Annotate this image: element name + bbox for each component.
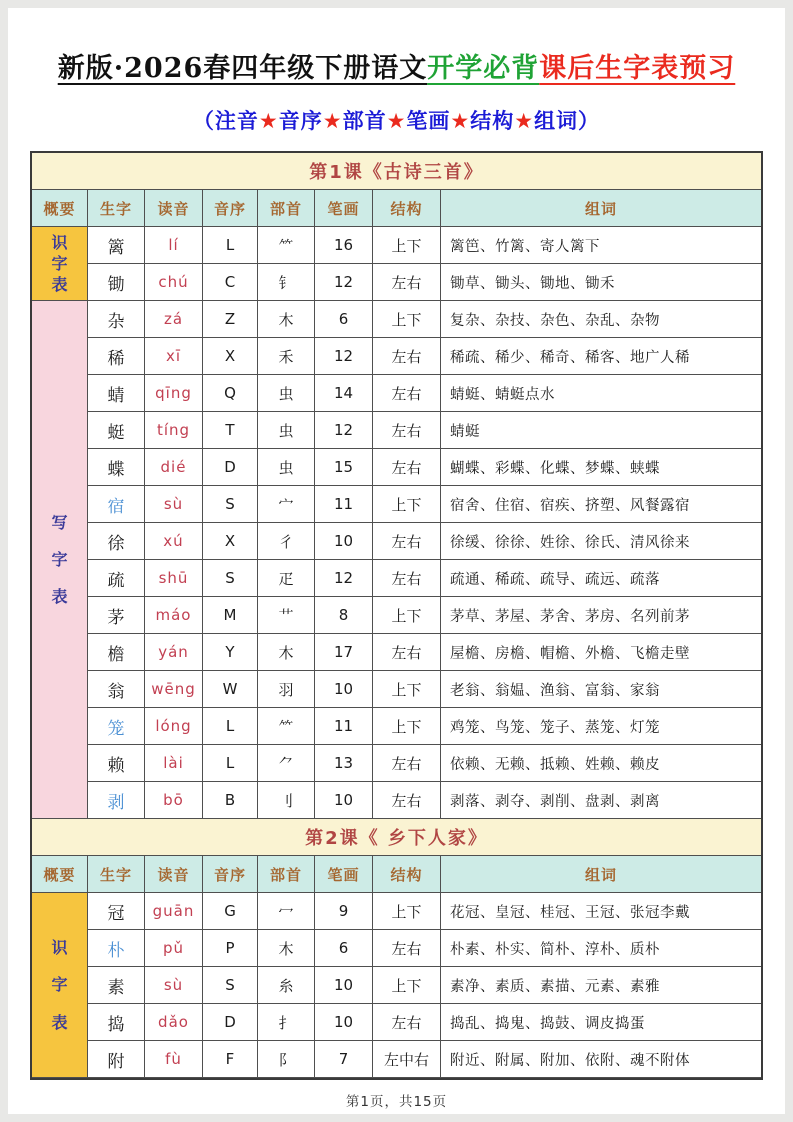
column-header-6: 笔画	[315, 190, 373, 227]
structure-cell: 左中右	[373, 1041, 441, 1078]
subtitle-part-10: 组词）	[534, 109, 601, 133]
strokes-cell: 10	[315, 782, 373, 819]
words-cell: 复杂、杂技、杂色、杂乱、杂物	[441, 301, 761, 338]
title-part-1: 开学必背	[427, 53, 540, 84]
title-part-2: 课后生字表预习	[539, 53, 736, 84]
structure-cell: 左右	[373, 634, 441, 671]
column-header-1: 概要	[32, 856, 88, 893]
words-cell: 疏通、稀疏、疏导、疏远、疏落	[441, 560, 761, 597]
group-label-cell	[32, 227, 88, 301]
words-cell: 朴素、朴实、简朴、淳朴、质朴	[441, 930, 761, 967]
char-cell: 徐	[88, 523, 145, 560]
initial-cell: C	[203, 264, 258, 301]
strokes-cell: 8	[315, 597, 373, 634]
strokes-cell: 11	[315, 708, 373, 745]
words-cell: 蝴蝶、彩蝶、化蝶、梦蝶、蛱蝶	[441, 449, 761, 486]
pinyin-cell: dǎo	[145, 1004, 203, 1041]
words-cell: 捣乱、捣鬼、捣鼓、调皮捣蛋	[441, 1004, 761, 1041]
strokes-cell: 14	[315, 375, 373, 412]
group-label-cell	[32, 301, 88, 819]
char-cell: 捣	[88, 1004, 145, 1041]
group-label-char: 表	[51, 275, 68, 295]
words-cell: 花冠、皇冠、桂冠、王冠、张冠李戴	[441, 893, 761, 930]
structure-cell: 左右	[373, 930, 441, 967]
structure-cell: 左右	[373, 782, 441, 819]
initial-cell: L	[203, 745, 258, 782]
pinyin-cell: wēng	[145, 671, 203, 708]
pinyin-cell: lóng	[145, 708, 203, 745]
title-part-0: 新版·2026春四年级下册语文	[57, 53, 428, 84]
radical-cell: 扌	[258, 1004, 315, 1041]
strokes-cell: 11	[315, 486, 373, 523]
initial-cell: T	[203, 412, 258, 449]
structure-cell: 左右	[373, 338, 441, 375]
structure-cell: 上下	[373, 597, 441, 634]
strokes-cell: 9	[315, 893, 373, 930]
char-cell: 疏	[88, 560, 145, 597]
group-label-char: 识	[51, 938, 68, 958]
words-cell: 鸡笼、鸟笼、笼子、蒸笼、灯笼	[441, 708, 761, 745]
pinyin-cell: máo	[145, 597, 203, 634]
column-header-1: 概要	[32, 190, 88, 227]
pinyin-cell: yán	[145, 634, 203, 671]
words-cell: 宿舍、住宿、宿疾、挤塑、风餐露宿	[441, 486, 761, 523]
structure-cell: 左右	[373, 560, 441, 597]
star-icon: ★	[514, 109, 535, 133]
strokes-cell: 7	[315, 1041, 373, 1078]
char-cell: 茅	[88, 597, 145, 634]
pinyin-cell: qīng	[145, 375, 203, 412]
pinyin-cell: xī	[145, 338, 203, 375]
group-label-char: 字	[51, 975, 68, 995]
words-cell: 篱笆、竹篱、寄人篱下	[441, 227, 761, 264]
strokes-cell: 17	[315, 634, 373, 671]
char-cell: 剥	[88, 782, 145, 819]
structure-cell: 上下	[373, 671, 441, 708]
initial-cell: D	[203, 1004, 258, 1041]
column-header-8: 组词	[441, 190, 761, 227]
words-cell: 剥落、剥夺、剥削、盘剥、剥离	[441, 782, 761, 819]
structure-cell: 左右	[373, 449, 441, 486]
initial-cell: X	[203, 523, 258, 560]
pinyin-cell: shū	[145, 560, 203, 597]
structure-cell: 上下	[373, 227, 441, 264]
column-header-2: 生字	[88, 856, 145, 893]
subtitle-part-4: 部首	[342, 109, 387, 133]
group-label-char: 表	[51, 1012, 68, 1032]
radical-cell: 木	[258, 634, 315, 671]
radical-cell: 艹	[258, 597, 315, 634]
group-label-char: 识	[51, 232, 68, 252]
char-cell: 素	[88, 967, 145, 1004]
initial-cell: F	[203, 1041, 258, 1078]
char-cell: 杂	[88, 301, 145, 338]
structure-cell: 左右	[373, 412, 441, 449]
pinyin-cell: dié	[145, 449, 203, 486]
radical-cell: 刂	[258, 782, 315, 819]
subtitle-part-8: 结构	[470, 109, 515, 133]
char-cell: 朴	[88, 930, 145, 967]
words-cell: 锄草、锄头、锄地、锄禾	[441, 264, 761, 301]
pinyin-cell: fù	[145, 1041, 203, 1078]
strokes-cell: 10	[315, 1004, 373, 1041]
pinyin-cell: bō	[145, 782, 203, 819]
group-label-char: 字	[51, 549, 68, 569]
char-cell: 笼	[88, 708, 145, 745]
section-band-2: 第2课《 乡下人家》	[32, 819, 761, 856]
group-label-char: 写	[51, 512, 68, 532]
structure-cell: 左右	[373, 375, 441, 412]
strokes-cell: 12	[315, 412, 373, 449]
group-label-char: 字	[51, 253, 68, 273]
radical-cell: ⺮	[258, 227, 315, 264]
char-cell: 赖	[88, 745, 145, 782]
structure-cell: 左右	[373, 745, 441, 782]
initial-cell: Z	[203, 301, 258, 338]
radical-cell: 虫	[258, 412, 315, 449]
char-cell: 附	[88, 1041, 145, 1078]
structure-cell: 上下	[373, 486, 441, 523]
structure-cell: 左右	[373, 523, 441, 560]
initial-cell: X	[203, 338, 258, 375]
initial-cell: Y	[203, 634, 258, 671]
strokes-cell: 10	[315, 523, 373, 560]
radical-cell: 虫	[258, 375, 315, 412]
pinyin-cell: pǔ	[145, 930, 203, 967]
column-header-8: 组词	[441, 856, 761, 893]
column-header-4: 音序	[203, 856, 258, 893]
char-cell: 檐	[88, 634, 145, 671]
column-header-6: 笔画	[315, 856, 373, 893]
initial-cell: L	[203, 227, 258, 264]
structure-cell: 上下	[373, 301, 441, 338]
pinyin-cell: chú	[145, 264, 203, 301]
section-band-1: 第1课《古诗三首》	[32, 153, 761, 190]
radical-cell: 糸	[258, 967, 315, 1004]
structure-cell: 左右	[373, 264, 441, 301]
initial-cell: S	[203, 560, 258, 597]
strokes-cell: 13	[315, 745, 373, 782]
group-label-cell	[32, 893, 88, 1078]
radical-cell: 木	[258, 930, 315, 967]
column-header-3: 读音	[145, 190, 203, 227]
radical-cell: 木	[258, 301, 315, 338]
radical-cell: 羽	[258, 671, 315, 708]
words-cell: 屋檐、房檐、帽檐、外檐、飞檐走壁	[441, 634, 761, 671]
column-header-5: 部首	[258, 190, 315, 227]
worksheet-page	[8, 8, 785, 1114]
strokes-cell: 12	[315, 338, 373, 375]
radical-cell: 彳	[258, 523, 315, 560]
star-icon: ★	[258, 109, 279, 133]
pinyin-cell: lài	[145, 745, 203, 782]
radical-cell: 禾	[258, 338, 315, 375]
char-cell: 稀	[88, 338, 145, 375]
column-header-4: 音序	[203, 190, 258, 227]
words-cell: 徐缓、徐徐、姓徐、徐氏、清风徐来	[441, 523, 761, 560]
initial-cell: Q	[203, 375, 258, 412]
initial-cell: G	[203, 893, 258, 930]
strokes-cell: 12	[315, 560, 373, 597]
worksheet-table	[30, 151, 763, 1080]
strokes-cell: 12	[315, 264, 373, 301]
initial-cell: D	[203, 449, 258, 486]
strokes-cell: 6	[315, 930, 373, 967]
char-cell: 锄	[88, 264, 145, 301]
words-cell: 附近、附属、附加、依附、魂不附体	[441, 1041, 761, 1078]
char-cell: 冠	[88, 893, 145, 930]
radical-cell: ⺮	[258, 708, 315, 745]
char-cell: 篱	[88, 227, 145, 264]
strokes-cell: 15	[315, 449, 373, 486]
words-cell: 稀疏、稀少、稀奇、稀客、地广人稀	[441, 338, 761, 375]
pinyin-cell: lí	[145, 227, 203, 264]
structure-cell: 上下	[373, 893, 441, 930]
star-icon: ★	[450, 109, 471, 133]
strokes-cell: 16	[315, 227, 373, 264]
radical-cell: 虫	[258, 449, 315, 486]
radical-cell: 阝	[258, 1041, 315, 1078]
pinyin-cell: sù	[145, 967, 203, 1004]
char-cell: 蜓	[88, 412, 145, 449]
column-header-7: 结构	[373, 856, 441, 893]
pinyin-cell: sù	[145, 486, 203, 523]
words-cell: 老翁、翁媪、渔翁、富翁、家翁	[441, 671, 761, 708]
page-title	[8, 46, 785, 85]
words-cell: 蜻蜓	[441, 412, 761, 449]
radical-cell: ⺈	[258, 745, 315, 782]
pinyin-cell: xú	[145, 523, 203, 560]
subtitle-part-2: 音序	[278, 109, 323, 133]
initial-cell: S	[203, 967, 258, 1004]
star-icon: ★	[386, 109, 407, 133]
column-header-5: 部首	[258, 856, 315, 893]
char-cell: 翁	[88, 671, 145, 708]
column-header-3: 读音	[145, 856, 203, 893]
char-cell: 宿	[88, 486, 145, 523]
initial-cell: M	[203, 597, 258, 634]
star-icon: ★	[322, 109, 343, 133]
strokes-cell: 10	[315, 967, 373, 1004]
page-footer: 第1页，共15页	[345, 1094, 448, 1110]
pinyin-cell: guān	[145, 893, 203, 930]
words-cell: 茅草、茅屋、茅舍、茅房、名列前茅	[441, 597, 761, 634]
pinyin-cell: zá	[145, 301, 203, 338]
radical-cell: 疋	[258, 560, 315, 597]
initial-cell: S	[203, 486, 258, 523]
radical-cell: 宀	[258, 486, 315, 523]
structure-cell: 左右	[373, 1004, 441, 1041]
structure-cell: 上下	[373, 708, 441, 745]
pinyin-cell: tíng	[145, 412, 203, 449]
strokes-cell: 10	[315, 671, 373, 708]
subtitle-part-6: 笔画	[406, 109, 451, 133]
words-cell: 素净、素质、素描、元素、素雅	[441, 967, 761, 1004]
initial-cell: W	[203, 671, 258, 708]
initial-cell: B	[203, 782, 258, 819]
column-header-7: 结构	[373, 190, 441, 227]
radical-cell: 冖	[258, 893, 315, 930]
words-cell: 依赖、无赖、抵赖、姓赖、赖皮	[441, 745, 761, 782]
initial-cell: L	[203, 708, 258, 745]
initial-cell: P	[203, 930, 258, 967]
char-cell: 蝶	[88, 449, 145, 486]
column-header-2: 生字	[88, 190, 145, 227]
group-label-char: 表	[51, 587, 68, 607]
char-cell: 蜻	[88, 375, 145, 412]
radical-cell: 钅	[258, 264, 315, 301]
subtitle-part-0: （注音	[192, 109, 259, 133]
page-subtitle	[8, 105, 785, 135]
words-cell: 蜻蜓、蜻蜓点水	[441, 375, 761, 412]
strokes-cell: 6	[315, 301, 373, 338]
structure-cell: 上下	[373, 967, 441, 1004]
